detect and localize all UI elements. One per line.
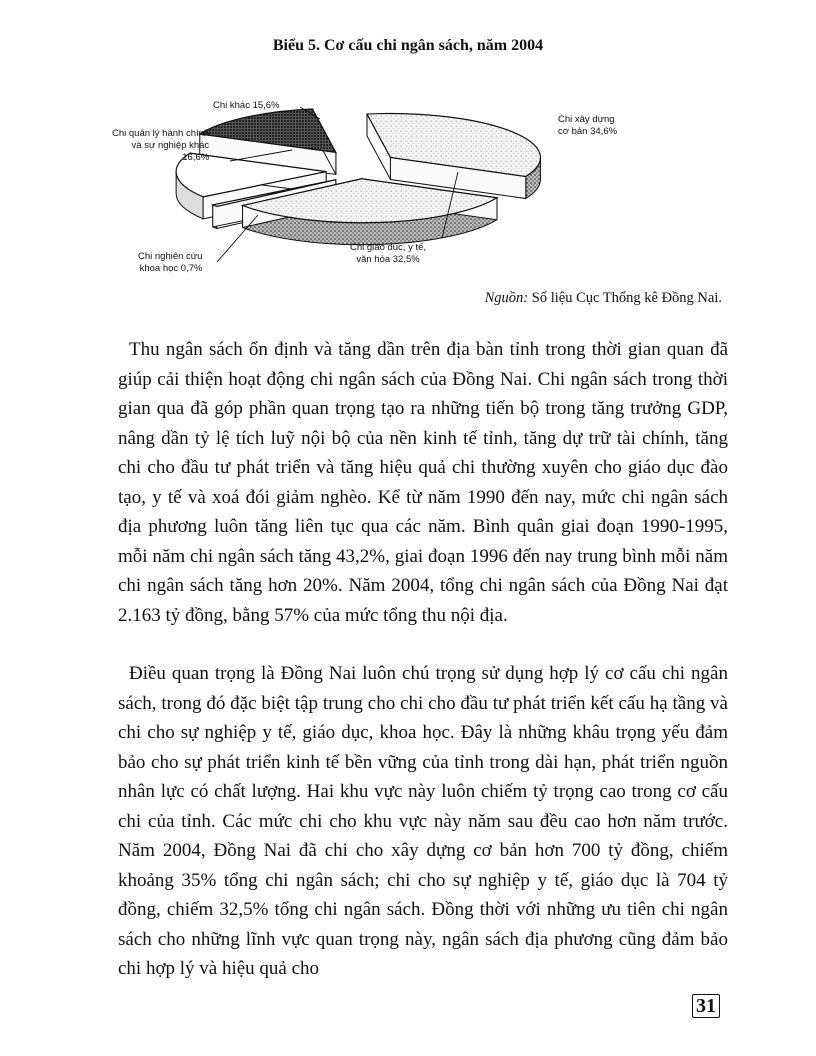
- source-text: Số liệu Cục Thống kê Đồng Nai.: [531, 290, 722, 306]
- pie-label-line: văn hóa 32,5%: [356, 254, 420, 265]
- pie-label-line: Chi xây dựng: [558, 114, 615, 125]
- pie-label-chi-khac: [213, 100, 280, 112]
- body-paragraph-1: Thu ngân sách ổn định và tăng dần trên địa bàn tỉnh trong thời gian quan đã giúp cải thiện hoạt động chi ngân sách của Đồng Nai. Chi ngân sách trong thời gian qua đã góp phần quan trọng tạo ra những tiến bộ trong tăng trưởng GDP, nâng dần tỷ lệ tích luỹ nội bộ của nền kinh tế tỉnh, tăng dự trữ tài chính, tăng chi cho đầu tư phát triển và tăng hiệu quả chi thường xuyên cho giáo dục đào tạo, y tế và xoá đói giảm nghèo. Kể từ năm 1990 đến nay, mức chi ngân sách địa phương luôn tăng liên tục qua các năm. Bình quân giai đoạn 1990-1995, mỗi năm chi ngân sách tăng 43,2%, giai đoạn 1996 đến nay trung bình mỗi năm chi ngân sách tăng hơn 20%. Năm 2004, tổng chi ngân sách của Đồng Nai đạt 2.163 tỷ đồng, bằng 57% của mức tổng thu nội địa.: [118, 339, 728, 626]
- pie-label-line: Chi khác 15,6%: [213, 100, 280, 111]
- pie-label-line: Chi nghiên cứu: [138, 251, 203, 262]
- pie-label-line: khoa học 0,7%: [139, 263, 203, 274]
- pie-label-xay-dung: [558, 114, 617, 138]
- pie-label-line: và sự nghiệp khác: [131, 140, 210, 151]
- pie-label-giao-duc: [350, 242, 426, 266]
- pie-label-line: cơ bản 34,6%: [558, 126, 618, 137]
- pie-label-quan-ly: [112, 128, 209, 164]
- chart-caption: Biểu 5. Cơ cấu chi ngân sách, năm 2004: [272, 37, 544, 54]
- pie-label-line: 16,6%: [182, 152, 210, 163]
- page-number: 31: [692, 994, 720, 1018]
- body-paragraph-2: Điều quan trọng là Đồng Nai luôn chú trọng sử dụng hợp lý cơ cấu chi ngân sách, trong đó đặc biệt tập trung cho chi cho đầu tư phát triển kết cấu hạ tầng và chi cho sự nghiệp y tế, giáo dục, khoa học. Đây là những khâu trọng yếu đảm bảo cho sự phát triển kinh tế bền vững của tỉnh trong dài hạn, phát triển nguồn nhân lực có chất lượng. Hai khu vực này luôn chiếm tỷ trọng cao trong cơ cấu chi của tỉnh. Các mức chi cho khu vực này năm sau đều cao hơn năm trước. Năm 2004, Đồng Nai đã chi cho xây dựng cơ bản hơn 700 tỷ đồng, chiếm khoảng 35% tổng chi ngân sách; chi cho sự nghiệp y tế, giáo dục là 704 tỷ đồng, chiếm 32,5% tổng chi ngân sách. Đồng thời với những ưu tiên chi ngân sách cho những lĩnh vực quan trọng này, ngân sách địa phương cũng đảm bảo chi hợp lý và hiệu quả cho: [118, 663, 728, 979]
- pie-label-nghien-cuu: [138, 251, 202, 275]
- pie-label-line: Chi giáo dục, y tế,: [350, 242, 427, 253]
- pie-label-line: Chi quản lý hành chính: [112, 128, 210, 139]
- chart-source: [485, 290, 722, 307]
- source-label: Nguồn:: [484, 290, 529, 306]
